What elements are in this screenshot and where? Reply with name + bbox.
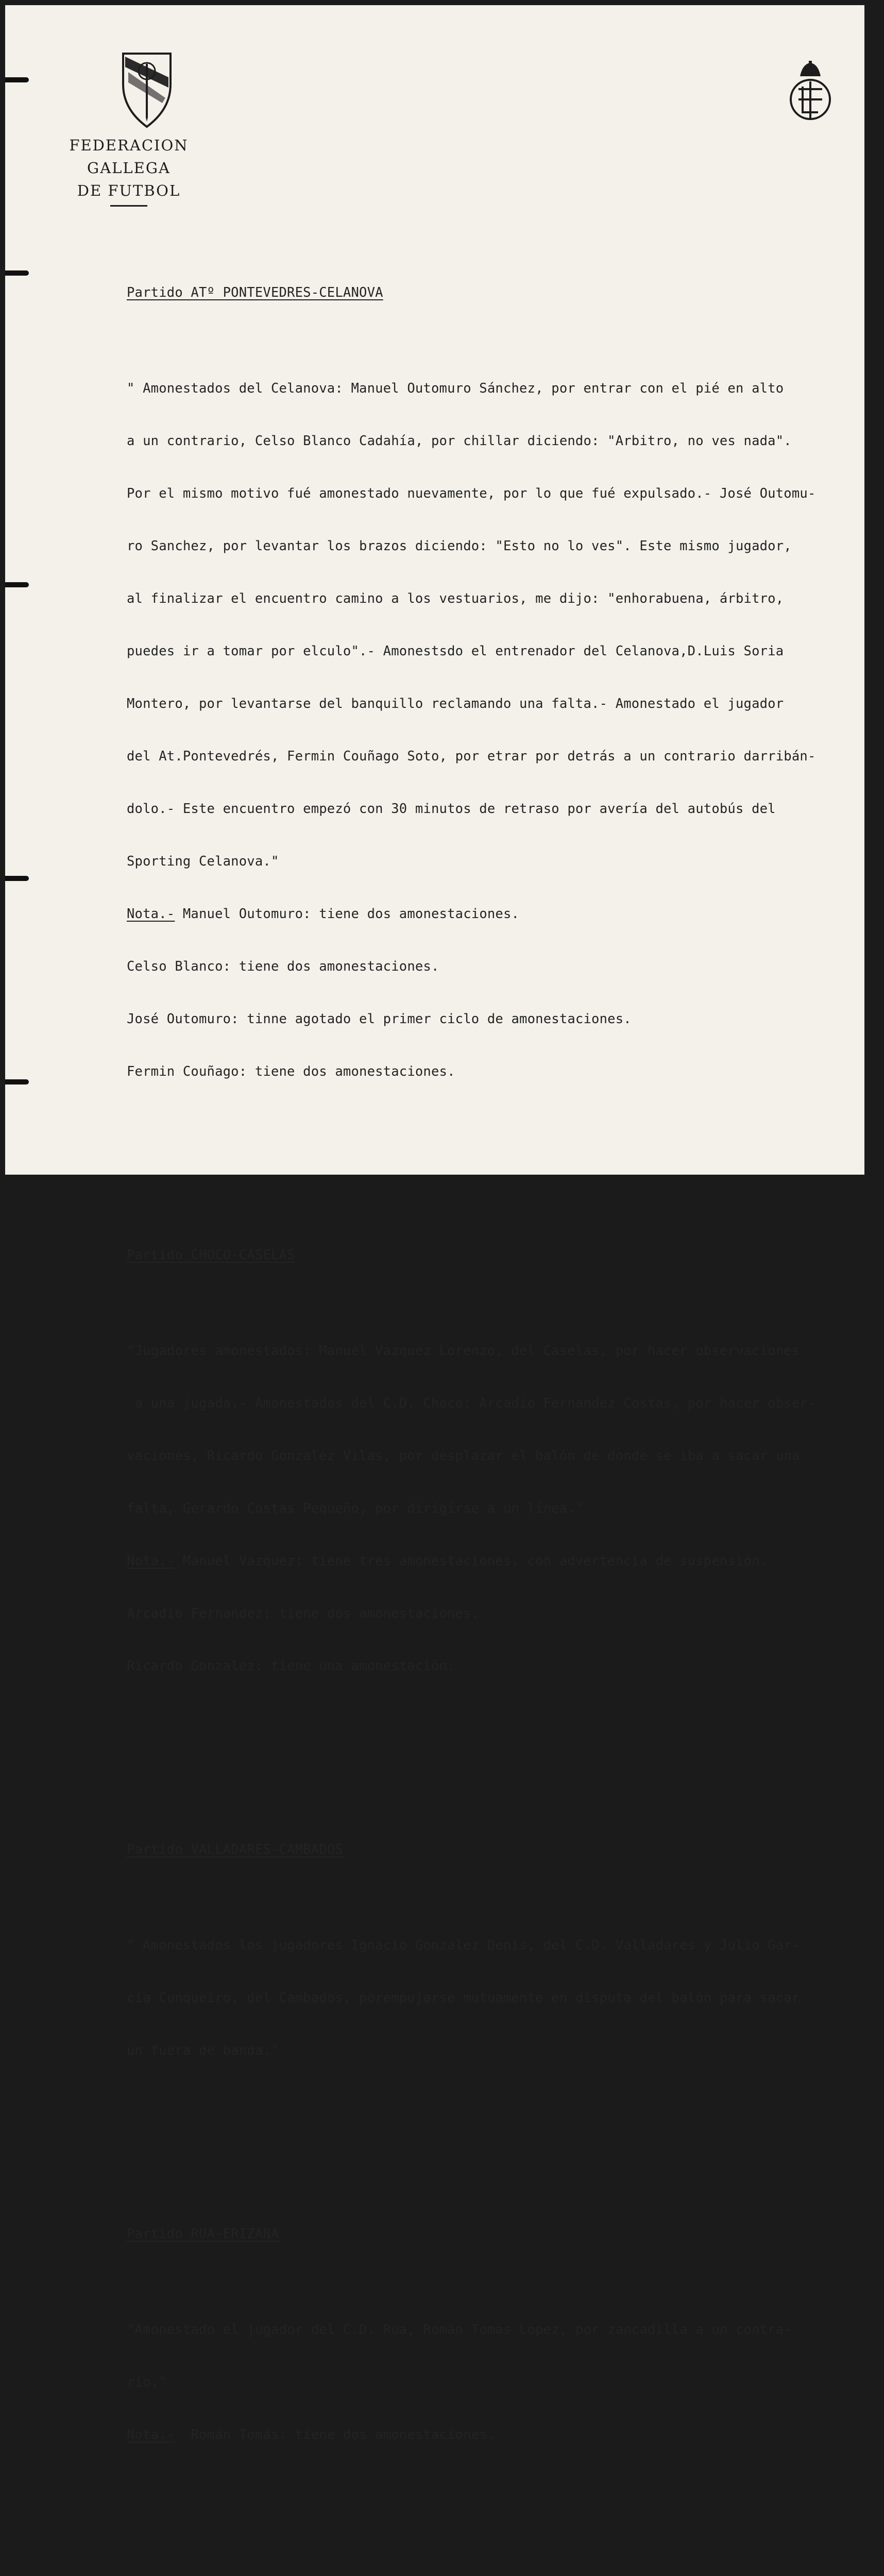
match-section bbox=[127, 2190, 884, 2479]
report-line: rio." bbox=[127, 2375, 167, 2390]
report-line: puedes ir a tomar por elculo".- Amonestsdo el entrenador del Celanova,D.Luis Soria bbox=[127, 643, 784, 659]
note-label: Nota.- bbox=[127, 1553, 175, 1569]
binder-hole-mark bbox=[5, 270, 29, 276]
note-label: Nota.- bbox=[127, 2427, 175, 2443]
report-line: dolo.- Este encuentro empezó con 30 minutos de retraso por avería del autobús del bbox=[127, 801, 776, 817]
report-line: vaciones, Ricardo Gonzalez Vilas, por desplazar el balón de donde se iba a sacar una bbox=[127, 1448, 800, 1464]
note-text: Manuel Outomuro: tiene dos amonestaciones. bbox=[175, 906, 520, 922]
match-title: Partido VALLADARES-CAMBADOS bbox=[127, 1842, 343, 1857]
binder-hole-mark bbox=[5, 582, 29, 587]
report-line: Montero, por levantarse del banquillo reclamando una falta.- Amonestado el jugador bbox=[127, 696, 784, 711]
report-line: " Amonestados del Celanova: Manuel Outomuro Sánchez, por entrar con el pié en alto bbox=[127, 381, 784, 396]
note-line bbox=[127, 905, 884, 923]
binder-hole-mark bbox=[5, 876, 29, 881]
report-line: Sporting Celanova." bbox=[127, 854, 279, 869]
note-line: Ricardo Gonzalez: tiene una amonestación. bbox=[127, 1658, 455, 1674]
note-line bbox=[127, 2426, 884, 2444]
note-line: Celso Blanco: tiene dos amonestaciones. bbox=[127, 959, 439, 974]
note-text: Manuel Vazquez: tiene tres amonestaciones, con advertencia de suspensión. bbox=[175, 1553, 768, 1569]
report-line: a una jugada.- Amonestados del C.D. Choco: Arcadio Fernandez Costas, por hacer obser- bbox=[127, 1396, 816, 1411]
report-line: falta, Gerardo Costas Pequeño, por dirigirse a un línea." bbox=[127, 1501, 584, 1516]
royal-spanish-federation-crest-icon bbox=[787, 61, 834, 122]
note-line bbox=[127, 1552, 884, 1570]
federation-name-line2: DE FUTBOL bbox=[77, 182, 181, 199]
binder-hole-mark bbox=[5, 1079, 29, 1084]
match-section bbox=[127, 249, 884, 1115]
note-label: Nota.- bbox=[127, 906, 175, 922]
document-page bbox=[5, 5, 864, 2443]
federation-divider bbox=[110, 205, 147, 207]
report-line: Por el mismo motivo fué amonestado nuevamente, por lo que fué expulsado.- José Outomu- bbox=[127, 486, 816, 501]
report-line: al finalizar el encuentro camino a los vestuarios, me dijo: "enhorabuena, árbitro, bbox=[127, 591, 784, 606]
document-body bbox=[127, 214, 884, 2576]
federation-name bbox=[41, 134, 216, 207]
report-line: " Amonestados los jugadores Ignacio Gonzalez Denis, del C.D. Valladares y Julio Gar- bbox=[127, 1938, 800, 1953]
report-line: ro Sanchez, por levantar los brazos diciendo: "Esto no lo ves". Este mismo jugador, bbox=[127, 538, 792, 554]
report-line: "Jugadores amonestados: Manuel Vazquez Lorenzo, del Caselas, por hacer observaciones bbox=[127, 1343, 800, 1359]
match-title: Partido RUA-ERIZANA bbox=[127, 2226, 279, 2242]
match-section bbox=[127, 1806, 884, 2094]
note-line: Arcadio Fernandez: tiene dos amonestaciones. bbox=[127, 1606, 480, 1621]
note-line: José Outomuro: tinne agotado el primer ciclo de amonestaciones. bbox=[127, 1011, 632, 1027]
match-title: Partido CHOCO-CASELAS bbox=[127, 1247, 295, 1263]
binder-hole-mark bbox=[5, 77, 29, 82]
match-title: Partido ATº PONTEVEDRES-CELANOVA bbox=[127, 285, 383, 300]
galician-federation-crest-icon bbox=[121, 52, 173, 129]
note-text: Román Tomás: tiene dos amonestaciones. bbox=[175, 2427, 496, 2443]
report-line: del At.Pontevedrés, Fermin Couñago Soto, por etrar por detrás a un contrario darribán- bbox=[127, 749, 816, 764]
report-line: "Amonestado el jugador del C.D. Rua, Román Tomás López, por zancadilla a un contra- bbox=[127, 2322, 792, 2337]
federation-name-line1: FEDERACION GALLEGA bbox=[69, 137, 189, 177]
report-line: un fuera de banda." bbox=[127, 2043, 279, 2058]
note-line: Fermin Couñago: tiene dos amonestaciones. bbox=[127, 1064, 455, 1079]
report-line: a un contrario, Celso Blanco Cadahía, por chillar diciendo: "Arbitro, no ves nada". bbox=[127, 433, 792, 449]
report-line: cia Cunqueiro, del Cambados, porempujarse mutuamente en disputa del balón para sacar bbox=[127, 1990, 800, 2006]
match-section bbox=[127, 1211, 884, 1710]
